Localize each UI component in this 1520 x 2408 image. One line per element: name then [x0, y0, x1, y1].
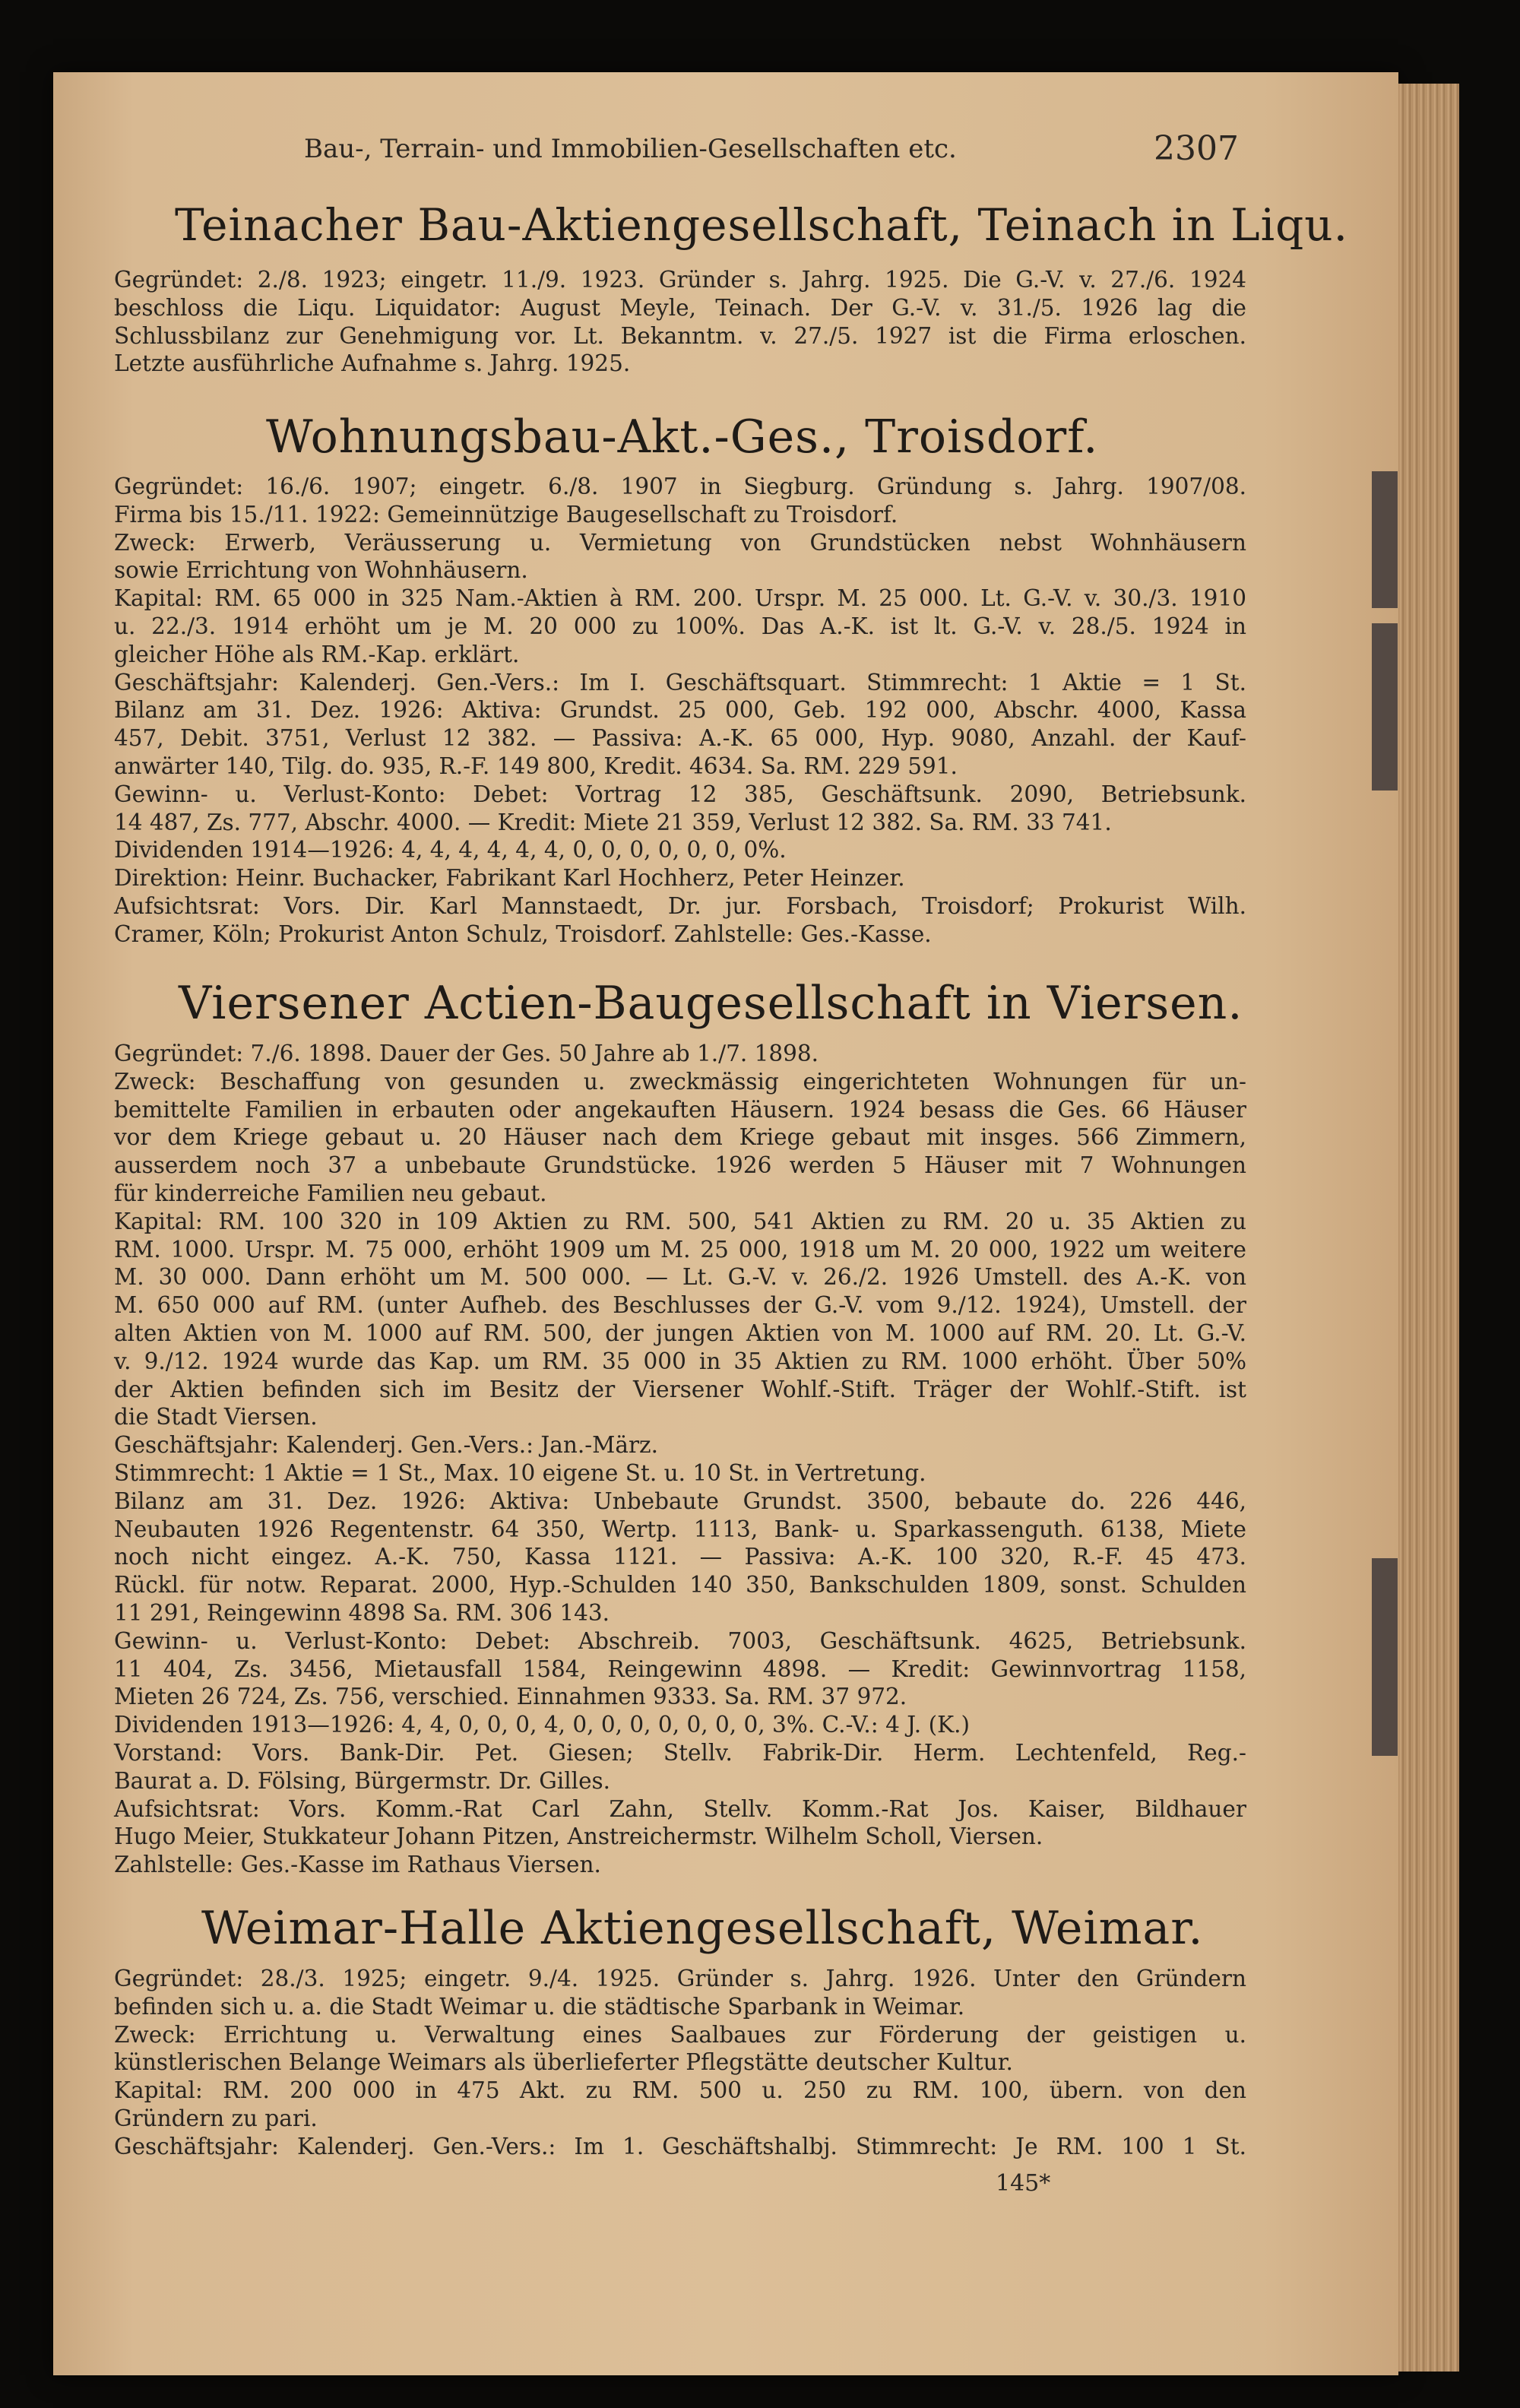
- text-line: Zweck: Beschaffung von gesunden u. zweckmässig eingerichteten Wohnungen für un-: [114, 1068, 1246, 1095]
- text-line: Aufsichtsrat: Vors. Komm.-Rat Carl Zahn, Stellv. Komm.-Rat Jos. Kaiser, Bildhauer: [114, 1795, 1246, 1822]
- text-line: v. 9./12. 1924 wurde das Kap. um RM. 35 000 in 35 Aktien zu RM. 1000 erhöht. Über 50%: [114, 1348, 1246, 1374]
- text-line: Zweck: Errichtung u. Verwaltung eines Saalbaues zur Förderung der geistigen u.: [114, 2021, 1246, 2048]
- text-line: noch nicht eingez. A.-K. 750, Kassa 1121. — Passiva: A.-K. 100 320, R.-F. 45 473.: [114, 1544, 1246, 1570]
- running-header: [304, 129, 1239, 172]
- text-line: Gegründet: 7./6. 1898. Dauer der Ges. 50 Jahre ab 1./7. 1898.: [114, 1041, 819, 1066]
- page-edges: [1398, 84, 1459, 2372]
- text-line: Aufsichtsrat: Vors. Dir. Karl Mannstaedt, Dr. jur. Forsbach, Troisdorf; Prokurist Wilh.: [114, 892, 1246, 919]
- sheet-signature: 145*: [996, 2170, 1051, 2197]
- text-line: bemittelte Familien in erbauten oder angekauften Häusern. 1924 besass die Ges. 66 Häuser: [114, 1096, 1246, 1123]
- text-line: Gegründet: 2./8. 1923; eingetr. 11./9. 1923. Gründer s. Jahrg. 1925. Die G.-V. v. 27./6. 1924: [114, 267, 1246, 293]
- edge-tab: [1372, 1558, 1398, 1756]
- text-line: Zahlstelle: Ges.-Kasse im Rathaus Viersen.: [114, 1852, 601, 1878]
- text-line: sowie Errichtung von Wohnhäusern.: [114, 557, 528, 584]
- text-line: u. 22./3. 1914 erhöht um je M. 20 000 zu 100%. Das A.-K. ist lt. G.-V. v. 28./5. 1924 in: [114, 613, 1246, 639]
- text-line: Gewinn- u. Verlust-Konto: Debet: Vortrag 12 385, Geschäftsunk. 2090, Betriebsunk.: [114, 781, 1246, 807]
- text-line: M. 650 000 auf RM. (unter Aufheb. des Beschlusses der G.-V. vom 9./12. 1924), Umstell. der: [114, 1292, 1246, 1319]
- text-line: M. 30 000. Dann erhöht um M. 500 000. — Lt. G.-V. v. 26./2. 1926 Umstell. des A.-K. von: [114, 1264, 1246, 1291]
- text-line: Kapital: RM. 200 000 in 475 Akt. zu RM. 500 u. 250 zu RM. 100, übern. von den: [114, 2077, 1246, 2104]
- text-line: künstlerischen Belange Weimars als überlieferter Pflegstätte deutscher Kultur.: [114, 2049, 1013, 2076]
- page-number: 2307: [1154, 129, 1239, 168]
- entry-body: [114, 473, 1246, 949]
- text-line: Letzte ausführliche Aufnahme s. Jahrg. 1925.: [114, 350, 631, 377]
- edge-tab: [1372, 471, 1398, 608]
- text-line: Gründern zu pari.: [114, 2105, 318, 2131]
- text-line: Stimmrecht: 1 Aktie = 1 St., Max. 10 eigene St. u. 10 St. in Vertretung.: [114, 1459, 926, 1486]
- text-line: beschloss die Liqu. Liquidator: August Meyle, Teinach. Der G.-V. v. 31./5. 1926 lag die: [114, 294, 1246, 321]
- text-line: Hugo Meier, Stukkateur Johann Pitzen, Anstreichermstr. Wilhelm Scholl, Viersen.: [114, 1823, 1043, 1850]
- text-line: Rückl. für notw. Reparat. 2000, Hyp.-Schulden 140 350, Bankschulden 1809, sonst. Schulden: [114, 1572, 1246, 1598]
- text-line: ausserdem noch 37 a unbebaute Grundstücke. 1926 werden 5 Häuser mit 7 Wohnungen: [114, 1152, 1246, 1179]
- text-line: vor dem Kriege gebaut u. 20 Häuser nach dem Kriege gebaut mit insges. 566 Zimmern,: [114, 1124, 1246, 1151]
- running-title: Bau-, Terrain- und Immobilien-Gesellschaften etc.: [304, 134, 957, 164]
- text-line: Dividenden 1914—1926: 4, 4, 4, 4, 4, 4, 0, 0, 0, 0, 0, 0, 0%.: [114, 837, 787, 863]
- text-line: Bilanz am 31. Dez. 1926: Aktiva: Grundst. 25 000, Geb. 192 000, Abschr. 4000, Kassa: [114, 697, 1246, 724]
- text-line: der Aktien befinden sich im Besitz der Viersener Wohlf.-Stift. Träger der Wohlf.-Stift. ist: [114, 1376, 1246, 1402]
- entry-body: [114, 1965, 1246, 2161]
- entry-body: [114, 1040, 1246, 1879]
- text-line: Firma bis 15./11. 1922: Gemeinnützige Baugesellschaft zu Troisdorf.: [114, 501, 898, 528]
- text-line: Gegründet: 16./6. 1907; eingetr. 6./8. 1907 in Siegburg. Gründung s. Jahrg. 1907/08.: [114, 474, 1246, 499]
- entry-title: Weimar-Halle Aktiengesellschaft, Weimar.: [201, 1902, 1204, 1955]
- text-line: Vorstand: Vors. Bank-Dir. Pet. Giesen; Stellv. Fabrik-Dir. Herm. Lechtenfeld, Reg.-: [114, 1739, 1246, 1766]
- text-line: Geschäftsjahr: Kalenderj. Gen.-Vers.: Jan.-März.: [114, 1432, 658, 1459]
- text-line: Baurat a. D. Fölsing, Bürgermstr. Dr. Gilles.: [114, 1767, 611, 1794]
- text-line: 11 291, Reingewinn 4898 Sa. RM. 306 143.: [114, 1599, 610, 1626]
- text-line: 11 404, Zs. 3456, Mietausfall 1584, Reingewinn 4898. — Kredit: Gewinnvortrag 1158,: [114, 1656, 1246, 1682]
- text-line: Schlussbilanz zur Genehmigung vor. Lt. Bekanntm. v. 27./5. 1927 ist die Firma erloschen.: [114, 322, 1246, 349]
- entry-body: [114, 266, 1246, 378]
- text-line: Zweck: Erwerb, Veräusserung u. Vermietung von Grundstücken nebst Wohnhäusern: [114, 529, 1246, 556]
- text-line: 457, Debit. 3751, Verlust 12 382. — Passiva: A.-K. 65 000, Hyp. 9080, Anzahl. der Kauf-: [114, 725, 1246, 752]
- text-line: Cramer, Köln; Prokurist Anton Schulz, Troisdorf. Zahlstelle: Ges.-Kasse.: [114, 920, 932, 947]
- text-line: die Stadt Viersen.: [114, 1404, 318, 1431]
- text-line: befinden sich u. a. die Stadt Weimar u. die städtische Sparbank in Weimar.: [114, 1993, 965, 2020]
- text-line: RM. 1000. Urspr. M. 75 000, erhöht 1909 um M. 25 000, 1918 um M. 20 000, 1922 um weitere: [114, 1236, 1246, 1263]
- text-line: Neubauten 1926 Regentenstr. 64 350, Wertp. 1113, Bank- u. Sparkassenguth. 6138, Miete: [114, 1516, 1246, 1542]
- entry-title: Viersener Actien-Baugesellschaft in Viersen.: [179, 977, 1243, 1030]
- text-line: Gewinn- u. Verlust-Konto: Debet: Abschreib. 7003, Geschäftsunk. 4625, Betriebsunk.: [114, 1627, 1246, 1654]
- edge-tab: [1372, 623, 1398, 791]
- text-line: Mieten 26 724, Zs. 756, verschied. Einnahmen 9333. Sa. RM. 37 972.: [114, 1684, 907, 1710]
- text-line: Bilanz am 31. Dez. 1926: Aktiva: Unbebaute Grundst. 3500, bebaute do. 226 446,: [114, 1488, 1246, 1514]
- text-line: Kapital: RM. 100 320 in 109 Aktien zu RM. 500, 541 Aktien zu RM. 20 u. 35 Aktien zu: [114, 1208, 1246, 1234]
- text-line: gleicher Höhe als RM.-Kap. erklärt.: [114, 641, 520, 667]
- entry-title: Wohnungsbau-Akt.-Ges., Troisdorf.: [266, 410, 1099, 464]
- text-line: Direktion: Heinr. Buchacker, Fabrikant Karl Hochherz, Peter Heinzer.: [114, 865, 905, 892]
- text-line: alten Aktien von M. 1000 auf RM. 500, der jungen Aktien von M. 1000 auf RM. 20. Lt. G.-V.: [114, 1320, 1246, 1346]
- text-line: Kapital: RM. 65 000 in 325 Nam.-Aktien à RM. 200. Urspr. M. 25 000. Lt. G.-V. v. 30./3. 1910: [114, 585, 1246, 612]
- text-line: Dividenden 1913—1926: 4, 4, 0, 0, 0, 4, 0, 0, 0, 0, 0, 0, 0, 3%. C.-V.: 4 J. (K.): [114, 1712, 970, 1738]
- entry-title: Teinacher Bau-Aktiengesellschaft, Teinach in Liqu.: [175, 199, 1349, 251]
- text-line: Gegründet: 28./3. 1925; eingetr. 9./4. 1925. Gründer s. Jahrg. 1926. Unter den Gründern: [114, 1966, 1246, 1991]
- text-line: anwärter 140, Tilg. do. 935, R.-F. 149 800, Kredit. 4634. Sa. RM. 229 591.: [114, 752, 958, 779]
- text-line: für kinderreiche Familien neu gebaut.: [114, 1180, 547, 1206]
- text-line: 14 487, Zs. 777, Abschr. 4000. — Kredit: Miete 21 359, Verlust 12 382. Sa. RM. 33 741.: [114, 809, 1112, 835]
- text-line: Geschäftsjahr: Kalenderj. Gen.-Vers.: Im I. Geschäftsquart. Stimmrecht: 1 Aktie = 1 St.: [114, 669, 1246, 695]
- text-line: Geschäftsjahr: Kalenderj. Gen.-Vers.: Im 1. Geschäftshalbj. Stimmrecht: Je RM. 100 1 St.: [114, 2133, 1246, 2159]
